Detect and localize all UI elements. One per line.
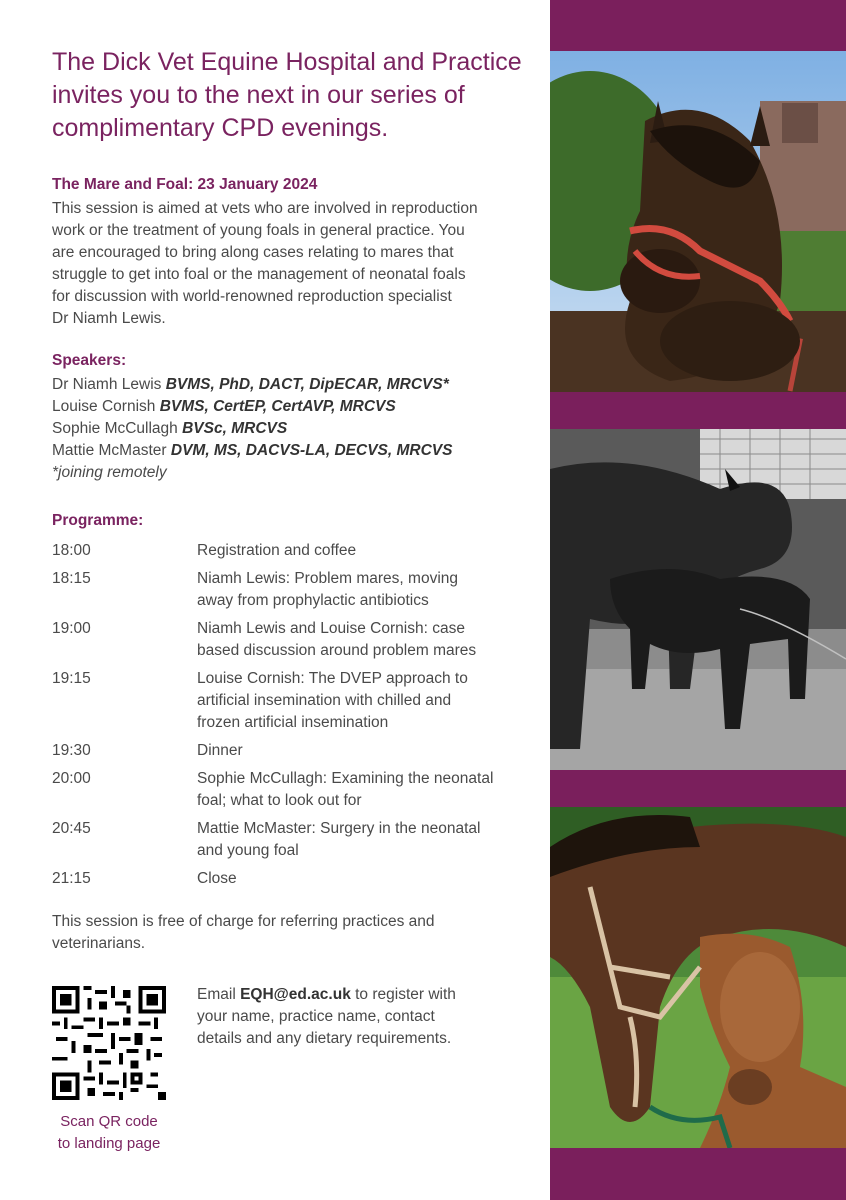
qr-caption-line-2: to landing page bbox=[57, 1135, 161, 1152]
programme-desc-line: Close bbox=[197, 870, 237, 887]
title-line-2: invites you to the next in our series of bbox=[52, 81, 465, 109]
programme-desc bbox=[197, 768, 527, 812]
description-line: Dr Niamh Lewis. bbox=[52, 310, 166, 327]
qr-caption-line-1: Scan QR code bbox=[60, 1113, 158, 1130]
speaker-item bbox=[52, 396, 527, 418]
qr-caption bbox=[52, 1111, 166, 1155]
free-note-line-2: veterinarians. bbox=[52, 935, 146, 952]
speakers-heading: Speakers: bbox=[52, 352, 127, 369]
programme-time: 21:15 bbox=[52, 870, 91, 887]
speaker-quals: BVMS, CertEP, CertAVP, MRCVS bbox=[159, 398, 396, 415]
speaker-quals: BVSc, MRCVS bbox=[182, 420, 288, 437]
programme-desc-line: Dinner bbox=[197, 742, 243, 759]
programme-item bbox=[52, 740, 527, 762]
speaker-name: Dr Niamh Lewis bbox=[52, 376, 162, 393]
programme-desc-line: away from prophylactic antibiotics bbox=[197, 592, 429, 609]
remote-note: *joining remotely bbox=[52, 464, 167, 481]
programme-desc-line: Louise Cornish: The DVEP approach to bbox=[197, 670, 468, 687]
speaker-item bbox=[52, 440, 527, 462]
qr-code-icon[interactable] bbox=[52, 986, 166, 1100]
programme-desc-line: Registration and coffee bbox=[197, 542, 357, 559]
mare-foal-photo-1 bbox=[550, 51, 846, 392]
programme-desc bbox=[197, 868, 527, 890]
speakers-section bbox=[52, 352, 527, 484]
intro-block bbox=[52, 46, 527, 484]
title-line-1: The Dick Vet Equine Hospital and Practice bbox=[52, 48, 522, 76]
description-line: are encouraged to bring along cases relating to mares that bbox=[52, 244, 454, 261]
mare-foal-photo-3 bbox=[550, 807, 846, 1148]
contact-line-3: details and any dietary requirements. bbox=[197, 1030, 452, 1047]
page-title bbox=[52, 46, 527, 145]
programme-desc bbox=[197, 668, 527, 734]
title-line-3: complimentary CPD evenings. bbox=[52, 114, 389, 142]
programme-item bbox=[52, 818, 527, 862]
free-of-charge-note bbox=[52, 911, 522, 955]
description-line: struggle to get into foal or the management of neonatal foals bbox=[52, 266, 466, 283]
programme-time: 18:00 bbox=[52, 542, 91, 559]
programme-desc-line: and young foal bbox=[197, 842, 299, 859]
contact-line-2: your name, practice name, contact bbox=[197, 1008, 435, 1025]
programme-item bbox=[52, 540, 527, 562]
programme-desc bbox=[197, 540, 527, 562]
programme-list bbox=[52, 540, 527, 896]
speaker-quals: DVM, MS, DACVS-LA, DECVS, MRCVS bbox=[170, 442, 453, 459]
description-line: This session is aimed at vets who are involved in reproduction bbox=[52, 200, 478, 217]
speaker-name: Mattie McMaster bbox=[52, 442, 167, 459]
programme-time: 20:00 bbox=[52, 770, 91, 787]
programme-desc bbox=[197, 618, 527, 662]
programme-desc-line: Sophie McCullagh: Examining the neonatal bbox=[197, 770, 494, 787]
speaker-name: Louise Cornish bbox=[52, 398, 156, 415]
programme-desc bbox=[197, 818, 527, 862]
session-title: The Mare and Foal: 23 January 2024 bbox=[52, 176, 318, 193]
speaker-item bbox=[52, 374, 527, 396]
programme-desc-line: artificial insemination with chilled and bbox=[197, 692, 452, 709]
programme-time: 18:15 bbox=[52, 570, 91, 587]
description-line: work or the treatment of young foals in general practice. You bbox=[52, 222, 465, 239]
programme-heading: Programme: bbox=[52, 512, 144, 529]
programme-time: 20:45 bbox=[52, 820, 91, 837]
session-description bbox=[52, 198, 527, 330]
programme-item bbox=[52, 768, 527, 812]
programme-desc-line: frozen artificial insemination bbox=[197, 714, 389, 731]
speaker-item bbox=[52, 418, 527, 440]
programme-desc-line: based discussion around problem mares bbox=[197, 642, 477, 659]
email-link[interactable]: EQH@ed.ac.uk bbox=[240, 986, 351, 1003]
programme-item bbox=[52, 868, 527, 890]
programme-item bbox=[52, 618, 527, 662]
programme-desc-line: Niamh Lewis and Louise Cornish: case bbox=[197, 620, 465, 637]
free-note-line-1: This session is free of charge for referring practices and bbox=[52, 913, 435, 930]
contact-suffix: to register with bbox=[350, 986, 456, 1003]
programme-time: 19:15 bbox=[52, 670, 91, 687]
mare-foal-photo-2 bbox=[550, 429, 846, 770]
programme-item bbox=[52, 568, 527, 612]
speaker-quals: BVMS, PhD, DACT, DipECAR, MRCVS* bbox=[165, 376, 449, 393]
qr-block bbox=[52, 986, 177, 1155]
programme-time: 19:00 bbox=[52, 620, 91, 637]
programme-desc-line: Niamh Lewis: Problem mares, moving bbox=[197, 570, 459, 587]
description-line: for discussion with world-renowned reproduction specialist bbox=[52, 288, 452, 305]
programme-desc bbox=[197, 568, 527, 612]
programme-desc bbox=[197, 740, 527, 762]
contact-text bbox=[197, 984, 507, 1050]
contact-prefix: Email bbox=[197, 986, 241, 1003]
programme-desc-line: foal; what to look out for bbox=[197, 792, 362, 809]
programme-item bbox=[52, 668, 527, 734]
speaker-name: Sophie McCullagh bbox=[52, 420, 178, 437]
programme-time: 19:30 bbox=[52, 742, 91, 759]
programme-desc-line: Mattie McMaster: Surgery in the neonatal bbox=[197, 820, 481, 837]
